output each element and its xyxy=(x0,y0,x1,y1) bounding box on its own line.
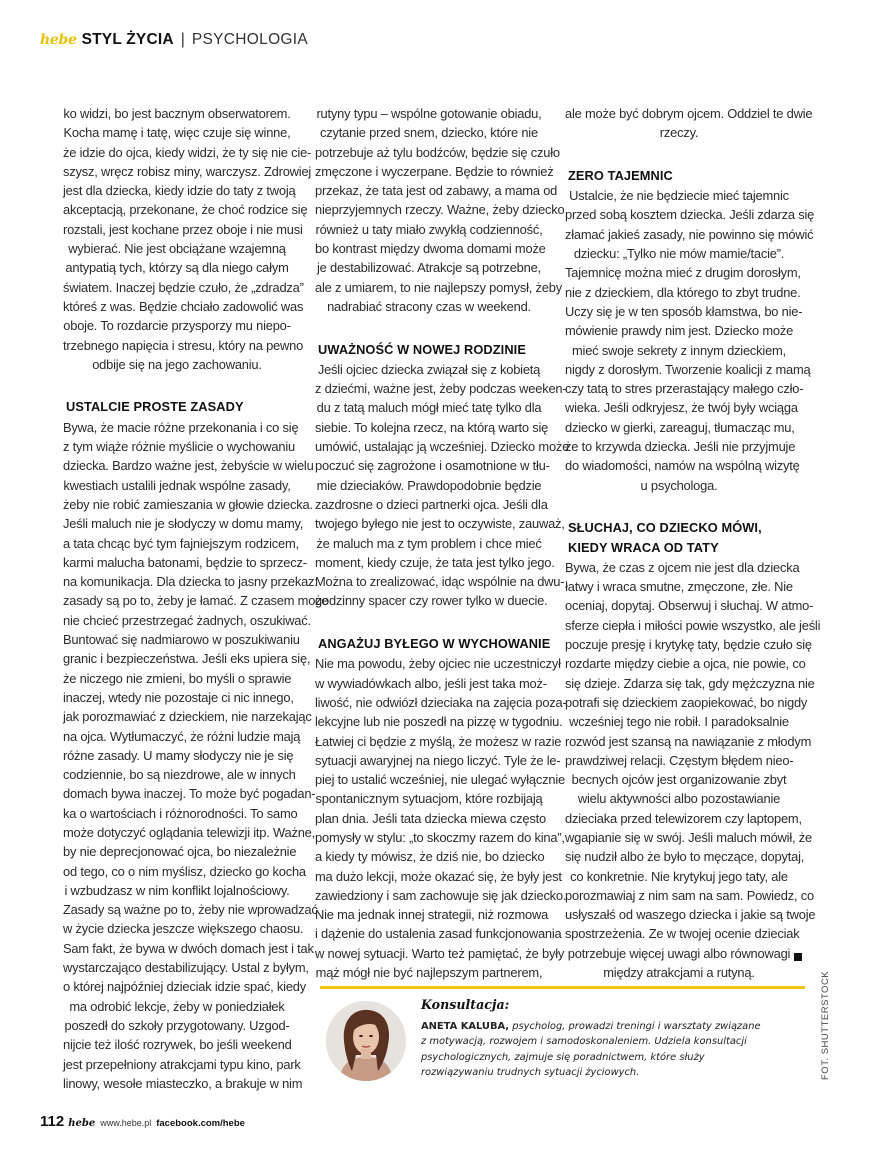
text-line: sferze ciepła i miłości powie wszystko, ale jeśli xyxy=(565,617,821,633)
text-line: i dążenie do ustalenia zasad funkcjonowania xyxy=(315,926,562,942)
text-line: siebie. To kolejna rzecz, na którą warto się xyxy=(315,419,549,435)
text-line: w nowej sytuacji. Warto też pamiętać, że były xyxy=(315,945,565,961)
text-line: czy tatą to stres przerastający małego czło- xyxy=(565,381,804,397)
text-line: moment, kiedy czuje, że tata jest tylko jego. xyxy=(315,554,555,570)
text-line: dziecku: „Tylko nie mów mamie/tacie”. xyxy=(573,246,785,262)
text-line: że idzie do ojca, kiedy widzi, że ty się nie cie- xyxy=(63,144,312,160)
text-line: jest dla dziecka, kiedy idzie do taty z twoją xyxy=(63,183,296,199)
text-line: Kocha mamę i tatę, więc czuje się winne, xyxy=(63,125,291,141)
text-line: rozwód jest szansą na nawiązanie z młodym xyxy=(565,733,812,749)
text-line: łatwy i wraca smutne, zmęczone, złe. Nie xyxy=(565,579,793,595)
text-line: nie chcieć przestrzegać żadnych, oszukiwać. xyxy=(63,612,311,628)
text-line: Nie ma powodu, żeby ojciec nie uczestniczył xyxy=(315,656,561,672)
text-line: zawiedziony i sam zachowuje się jak dziecko. xyxy=(315,887,567,903)
text-line: sytuacji awaryjnej na niego liczyć. Tyle że le- xyxy=(315,752,561,768)
text-line: poszedł do szkoły przygotowany. Uzgod- xyxy=(64,1017,290,1033)
text-line: również u taty miało zwykłą codzienność, xyxy=(315,221,543,237)
text-line: że niczego nie zmieni, bo myśli o sprawie xyxy=(63,670,292,686)
text-line: czytanie przed snem, dziecko, które nie xyxy=(320,125,538,141)
text-line: światem. Inaczej będzie czuło, że „zdradza” xyxy=(63,279,304,295)
text-line: karmi malucha batonami, będzie to sprzecz- xyxy=(63,554,307,570)
text-line: dzieciaka przed telewizorem czy laptopem, xyxy=(565,810,802,826)
text-line: domach bywa inaczej. To może być pogadan- xyxy=(63,786,316,802)
text-line: wgapianie się w swój. Jeśli maluch mówił, że xyxy=(565,829,812,845)
paragraph-sluchaj xyxy=(565,558,821,983)
article-column-1 xyxy=(63,104,329,1093)
text-line: by nie deprecjonować ojca, bo niezależnie xyxy=(63,844,297,860)
text-line: przed sobą kosztem dziecka. Jeśli zdarza się xyxy=(565,207,815,223)
text-line: odbije się na jego zachowaniu. xyxy=(92,356,262,372)
text-line: zmęczone i wyczerpane. Będzie to również xyxy=(315,163,554,179)
text-line: Łatwiej ci będzie z myślą, że możesz w razie xyxy=(315,733,562,749)
heading-angazuj: ANGAŻUJ BYŁEGO W WYCHOWANIE xyxy=(318,636,551,652)
text-line: mąż mógł nie być najlepszym partnerem, xyxy=(315,965,543,981)
text-line: przekaz, że tata jest od zabawy, a mama od xyxy=(315,183,558,199)
footer-brand: hebe xyxy=(68,1118,96,1129)
text-line: ma odrobić lekcje, żeby w poniedziałek xyxy=(69,998,285,1014)
text-line: plan dnia. Jeśli tata dziecka miewa często xyxy=(315,810,546,826)
text-line: nieprzyjemnych rzeczy. Ważne, żeby dziecko xyxy=(315,202,565,218)
text-line: Tajemnicę można mieć z drugim dorosłym, xyxy=(565,265,801,281)
text-line: ko widzi, bo jest bacznym obserwatorem. xyxy=(63,106,291,121)
text-line: z tym wiąże różnie myślicie o wychowaniu xyxy=(63,439,295,455)
text-line: spostrzeżenia. Ze w twojej ocenie dzieciak xyxy=(565,926,800,942)
text-line: a tata chcąc być tym fajniejszym rodzicem, xyxy=(63,535,299,551)
text-line: trzebnego napięcia i stresu, który na pewno xyxy=(63,337,304,353)
consultation-line-4: rozwiązywaniu trudnych sytuacji życiowych. xyxy=(421,1067,640,1079)
text-line: dziecka. Bardzo ważne jest, żebyście w wielu xyxy=(63,458,314,474)
text-line: na ojca. Wytłumaczyć, że różni ludzie mają xyxy=(63,728,301,744)
text-line: wybierać. Nie jest obciążane wzajemną xyxy=(68,241,286,257)
text-line: zasady są po to, żeby je łamać. Z czasem może xyxy=(63,593,329,609)
text-line: rzeczy. xyxy=(659,125,699,141)
text-line: godzinny spacer czy rower tylko w duecie. xyxy=(315,593,548,609)
text-line: umówić, ustalając ją wcześniej. Dziecko może xyxy=(315,439,570,455)
text-line: poczuje presję i krytykę taty, będzie czuło się xyxy=(565,637,812,653)
text-line: linowy, wesołe miasteczko, a brakuje w nim xyxy=(63,1075,303,1091)
heading-zero-tajemnic: ZERO TAJEMNIC xyxy=(568,167,673,183)
text-line: może dotyczyć oglądania telewizji itp. Ważne, xyxy=(63,824,316,840)
text-line: wcześniej tego nie robił. I paradoksalnie xyxy=(569,714,789,730)
subsection-title: PSYCHOLOGIA xyxy=(191,31,309,48)
text-line: kwestiach ustalili jednak wspólne zasady, xyxy=(63,477,291,493)
text-line: becnych ojców jest organizowanie zbyt xyxy=(571,772,787,788)
paragraph-oddziel xyxy=(565,104,813,143)
text-line: w wywiadówkach albo, jeśli jest taka moż- xyxy=(315,675,547,691)
text-line: różne zasady. U mamy słodyczy nie je się xyxy=(63,747,294,763)
text-line: szysz, wręcz robisz miny, warczysz. Zdrowiej xyxy=(63,163,312,179)
page-header xyxy=(40,31,308,55)
text-line: żeby nie robić zamieszania w głowie dziecka. xyxy=(63,496,313,512)
text-line: jest przepełniony atrakcjami typu kino, park xyxy=(63,1056,301,1072)
text-line: twojego byłego nie jest to oczywiste, zauważ, xyxy=(315,516,565,532)
text-line: złamać jakieś zasady, nie powinno się mówić xyxy=(565,226,814,242)
text-line: Buntować się nadmiarowo w poszukiwaniu xyxy=(63,632,300,648)
text-line: potrzebuje więcej uwagi albo równowagi xyxy=(567,945,791,961)
consultation-title: Konsultacja: xyxy=(421,997,510,1012)
text-line: potrzebuje aż tylu bodźców, będzie się czuło xyxy=(315,144,560,160)
text-line: poczuć się zagrożone i osamotnione w tłu- xyxy=(315,458,550,474)
text-line: Ustalcie, że nie będziecie mieć tajemnic xyxy=(569,188,789,204)
text-line: Można to zrealizować, idąc wspólnie na dwu- xyxy=(315,574,565,590)
text-line: du z tatą maluch mógł mieć tatę tylko dla xyxy=(316,400,542,416)
heading-ustalcie-proste-zasady: USTALCIE PROSTE ZASADY xyxy=(66,399,244,415)
article-end-mark xyxy=(794,953,802,961)
text-line: rutyny typu – wspólne gotowanie obiadu, xyxy=(316,106,542,121)
text-line: jak porozmawiać z dzieckiem, nie narzekając xyxy=(63,709,312,725)
text-line: nijcie też ilość rozrywek, bo jeśli weekend xyxy=(63,1037,292,1053)
text-line: codziennie, bo są niezdrowe, ale w innych xyxy=(63,767,296,783)
consultation-line-3: psychologicznych, zajmuje się poradnictwem, które służy xyxy=(421,1051,705,1063)
text-line: usłyszałś od waszego dziecka i jakie są twoje xyxy=(565,907,816,923)
text-line: lekcyjne lub nie poszedł na pizzę w tygodniu. xyxy=(315,714,563,730)
text-line: w życie dziecka jeszcze większego chaosu. xyxy=(63,921,304,937)
consultation-box xyxy=(320,989,805,1089)
heading-sluchaj-line1: SŁUCHAJ, CO DZIECKO MÓWI, xyxy=(568,520,762,536)
footer-website-link[interactable]: www.hebe.pl xyxy=(100,1118,152,1128)
consultation-line-1 xyxy=(421,1019,781,1035)
text-line: oboje. To rozdarcie przysporzy mu niepo- xyxy=(63,318,291,334)
text-line: ma dużo lekcji, może okazać się, że były jest xyxy=(315,868,562,884)
text-line: Uczy się je w ten sposób kłamstwa, bo nie- xyxy=(565,303,803,319)
text-line: mieć swoje sekrety z innym dzieckiem, xyxy=(572,342,786,358)
text-line: potrafi się dzieckiem zaopiekować, bo nigdy xyxy=(565,694,808,710)
page-footer xyxy=(40,1113,245,1130)
text-line: od tego, co o nim myślisz, dziecko go kocha xyxy=(63,863,306,879)
section-title: STYL ŻYCIA xyxy=(81,31,174,48)
text-line: pomysły w stylu: „to skoczmy razem do kina”, xyxy=(315,829,565,845)
paragraph-rutyny xyxy=(315,104,565,316)
text-line: co konkretnie. Nie krytykuj jego taty, ale xyxy=(570,868,788,884)
paragraph-angazuj xyxy=(315,654,567,982)
text-line: Jeśli ojciec dziecka związał się z kobietą xyxy=(317,361,541,377)
consultation-line-2: z motywacją, rozwojem i samodoskonaleniem. Udziela konsultacji xyxy=(421,1036,747,1048)
paragraph-intro-continued xyxy=(63,104,312,374)
text-line: wystarczająco destabilizujący. Ustal z byłym, xyxy=(63,960,309,976)
text-line: mówienie prawdy nim jest. Dziecko może xyxy=(565,323,794,339)
text-line: zazdrosne o dzieci partnerki ojca. Jeśli dla xyxy=(315,496,548,512)
text-line: mie dzieciaków. Prawdopodobnie będzie xyxy=(316,477,542,493)
paragraph-zero-tajemnic xyxy=(565,186,815,495)
text-line: wieka. Jeśli odkryjesz, że twój były wciąga xyxy=(565,400,798,416)
expert-name: ANETA KALUBA, xyxy=(421,1020,510,1032)
text-line: rozdarte między ciebie a ojca, nie powie, co xyxy=(565,656,806,672)
footer-facebook-link[interactable]: facebook.com/hebe xyxy=(156,1118,245,1129)
text-line: porozmawiaj z nim sam na sam. Powiedz, co xyxy=(565,887,814,903)
text-line: wielu aktywności albo pozostawianie xyxy=(577,791,781,807)
text-line: piej to ustalić wcześniej, nie ulegać wyłącznie xyxy=(315,772,565,788)
text-line: granic i bezpieczeństwa. Jeśli eks upiera się, xyxy=(63,651,311,667)
header-separator: | xyxy=(180,31,185,48)
text-line: dziecko w gierki, zareaguj, tłumacząc mu, xyxy=(565,419,795,435)
photo-credit: FOT. SHUTTERSTOCK xyxy=(820,970,831,1080)
text-line: spontanicznym sytuacjom, które rozbijają xyxy=(315,791,543,807)
brand-logo: hebe xyxy=(40,32,77,48)
text-line: nadrabiać stracony czas w weekend. xyxy=(327,298,531,314)
text-line: oceniaj, dopytaj. Obserwuj i słuchaj. W atmo- xyxy=(565,598,814,614)
text-line: je destabilizować. Atrakcje są potrzebne, xyxy=(317,260,541,276)
text-line: któreś z was. Będzie chciało zadowolić was xyxy=(63,298,304,314)
text-line: do wiadomości, namów na wspólną wizytę xyxy=(565,458,800,474)
text-line: Sam fakt, że bywa w dwóch domach jest i tak xyxy=(63,940,314,956)
text-line: rozstali, jest kochane przez oboje i nie musi xyxy=(63,221,303,237)
text-line: nigdy z dorosłym. Tworzenie koalicji z mamą xyxy=(565,361,811,377)
text-line: ka o wartościach i różnorodności. To samo xyxy=(63,805,298,821)
text-line: o której najpóźniej dzieciak idzie spać, kiedy xyxy=(63,979,307,995)
heading-sluchaj-line2: KIEDY WRACA OD TATY xyxy=(568,539,719,555)
text-line: się dzieje. Zdarza się tak, gdy mężczyzna nie xyxy=(565,675,815,691)
text-line: inaczej, wtedy nie pozostaje ci nic innego, xyxy=(63,689,294,705)
text-line: ale z umiarem, to nie najlepszy pomysł, żeby xyxy=(315,279,562,295)
text-line: Nie ma jednak innej strategii, niż rozmowa xyxy=(315,907,549,923)
text-line: Jeśli maluch nie je słodyczy w domu mamy, xyxy=(63,516,304,532)
text-line: z dziećmi, ważne jest, żeby podczas weeken- xyxy=(315,381,567,397)
page-number: 112 xyxy=(40,1113,65,1130)
text-line: akceptacją, przekonane, że choć rodzice się xyxy=(63,202,308,218)
text-line: antypatią tych, którzy są dla niego całym xyxy=(65,260,289,276)
text-line: a kiedy ty mówisz, że dziś nie, bo dziecko xyxy=(315,849,545,865)
text-line: że maluch ma z tym problem i chce mieć xyxy=(316,535,542,551)
text-line: liwość, nie odwiózł dzieciaka na zajęcia poza- xyxy=(315,694,567,710)
consultation-text xyxy=(421,997,781,1081)
article-column-3 xyxy=(565,104,821,982)
text-line: że to krzywda dziecka. Jeśli nie przyjmuje xyxy=(565,439,796,455)
text-line: ale może być dobrym ojcem. Oddziel te dwie xyxy=(565,106,813,121)
text-line: u psychologa. xyxy=(640,477,718,493)
text-line: bo kontrast między dwoma domami może xyxy=(315,241,546,257)
text-line: się nudził albo że było to męczące, dopytaj, xyxy=(565,849,805,865)
text-line: Zasady są ważne po to, żeby nie wprowadzać xyxy=(63,902,318,918)
article-column-2 xyxy=(315,104,570,982)
expert-portrait xyxy=(326,1001,406,1081)
text-line: Bywa, że czas z ojcem nie jest dla dziecka xyxy=(565,559,800,575)
heading-uwaznosc: UWAŻNOŚĆ W NOWEJ RODZINIE xyxy=(318,341,526,357)
text-line: Bywa, że macie różne przekonania i co się xyxy=(63,419,299,435)
text-line: na komunikacja. Dla dziecka to jasny przekaz: xyxy=(63,574,318,590)
paragraph-ustalcie xyxy=(63,418,329,1093)
paragraph-uwaznosc xyxy=(315,360,570,611)
consultation-line-1-text: psycholog, prowadzi treningi i warsztaty związane xyxy=(509,1020,761,1032)
text-line: między atrakcjami a rutyną. xyxy=(603,965,755,981)
text-line: i wzbudzasz w nim konflikt lojalnościowy. xyxy=(64,882,290,898)
text-line: prawdziwej relacji. Częstym błędem nieo- xyxy=(565,752,794,768)
text-line: nie z dzieckiem, dla którego to zbyt trudne. xyxy=(565,284,801,300)
